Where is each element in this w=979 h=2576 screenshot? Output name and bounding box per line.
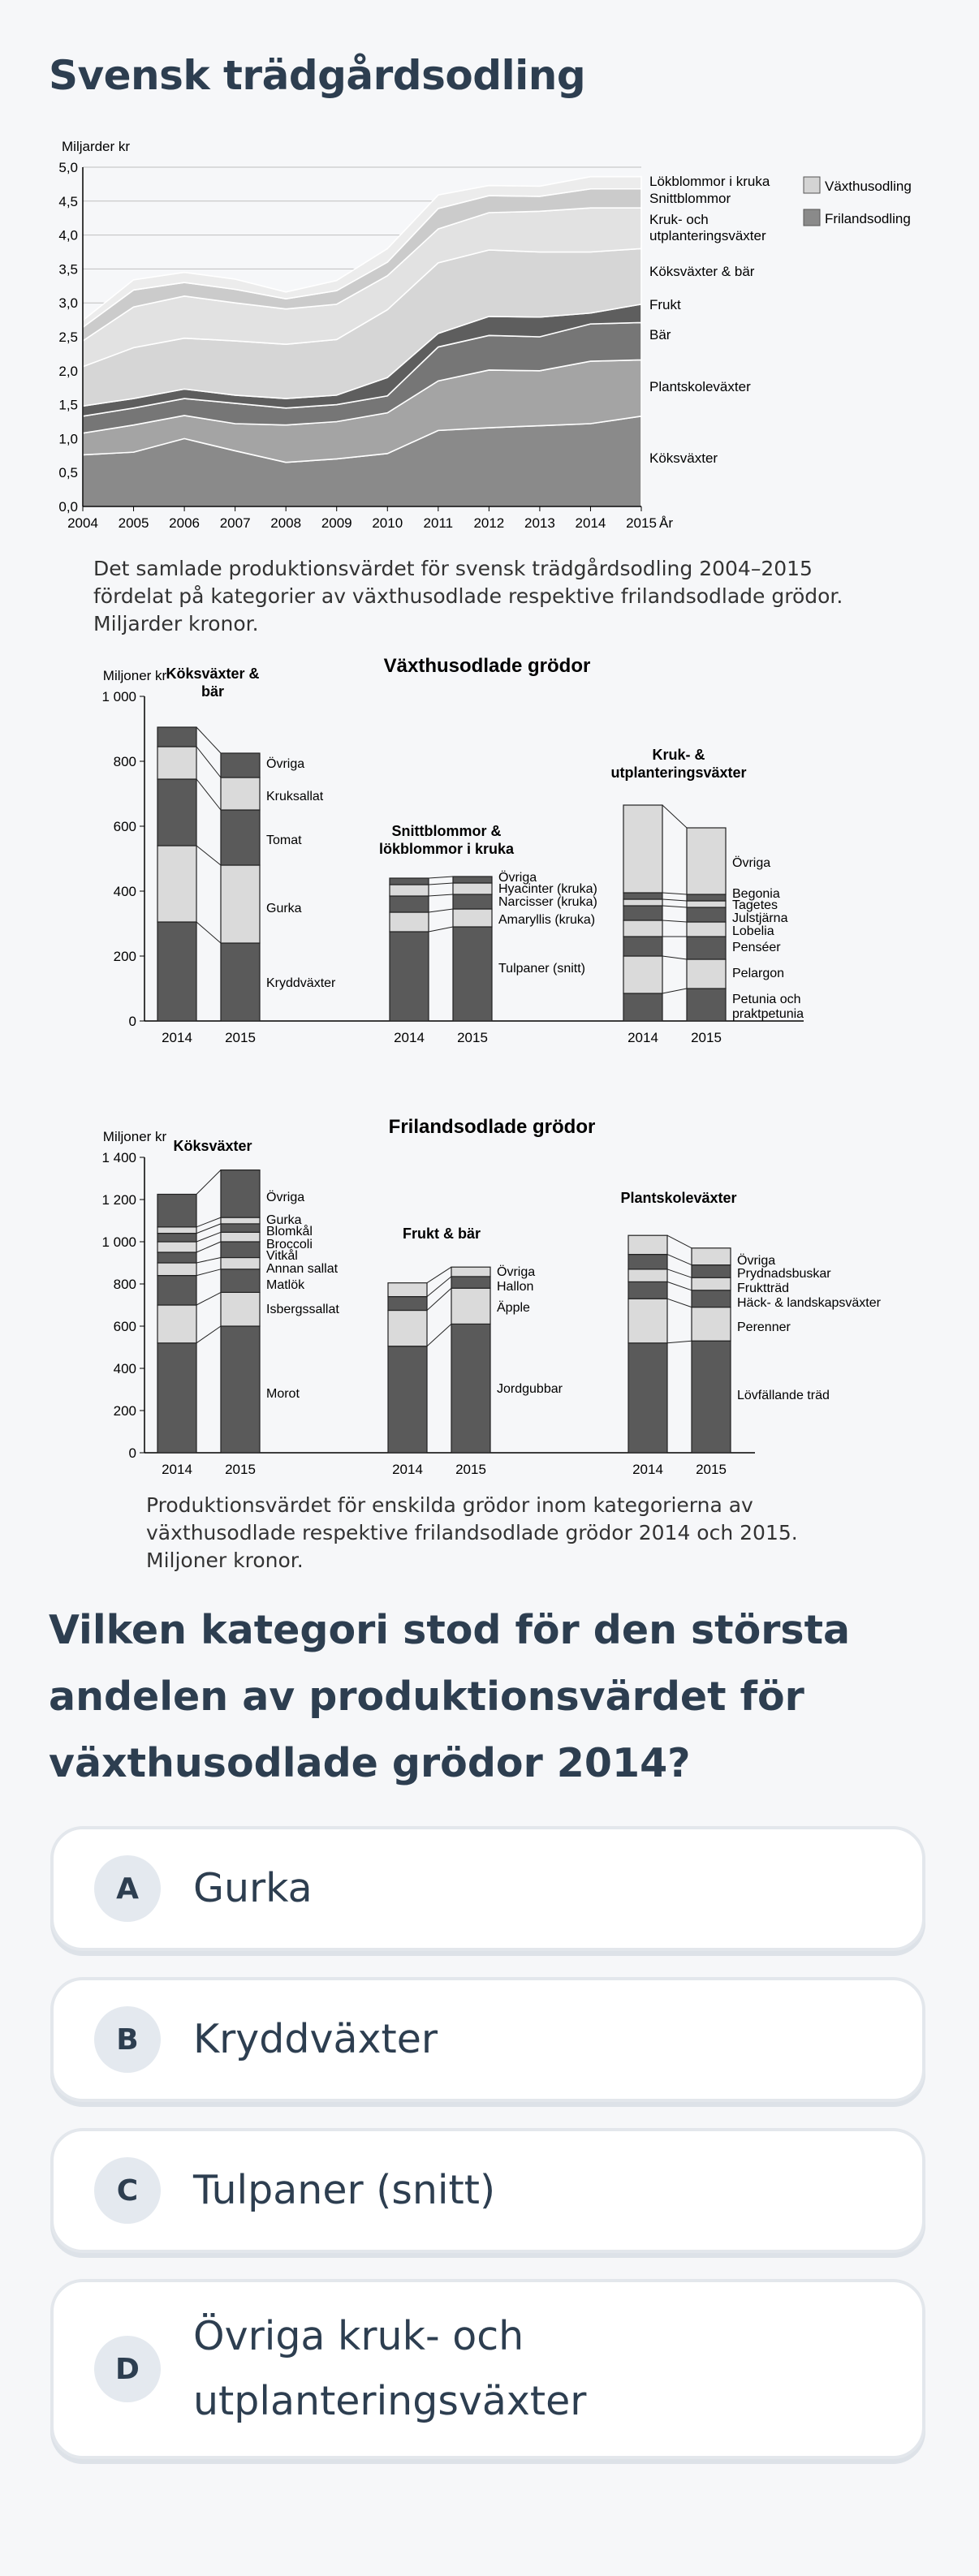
connector-line [196, 727, 221, 753]
x-tick-label: 2014 [628, 1030, 658, 1045]
group-title [173, 1138, 252, 1154]
y-tick-label: 0,5 [58, 465, 78, 481]
series-label-line: Övriga [266, 757, 305, 771]
series-label [266, 1303, 339, 1316]
bar-segment [221, 865, 260, 943]
bar-segment [623, 993, 662, 1021]
connector-line [196, 846, 221, 865]
bar-segment [628, 1269, 667, 1282]
series-label-line: Hyacinter (kruka) [498, 882, 597, 896]
bar-segment [623, 893, 662, 899]
bar-segment [157, 747, 196, 779]
bar-segment [687, 828, 726, 894]
bar-segment [390, 932, 429, 1021]
series-label-line: Annan sallat [266, 1262, 339, 1276]
bar-segment [687, 901, 726, 907]
bar-segment [157, 727, 196, 747]
connector-line [196, 747, 221, 778]
series-label-line: Narcisser (kruka) [498, 895, 597, 909]
x-tick-label: 2004 [67, 515, 98, 531]
bar-segment [687, 894, 726, 901]
y-tick-label: 5,0 [58, 160, 78, 175]
series-label-line: Vitkål [266, 1249, 298, 1263]
series-label-line: Kryddväxter [266, 976, 336, 990]
bar-chart-vaxthus [101, 655, 804, 1045]
x-tick-label: 2014 [632, 1462, 663, 1477]
series-label-line: Fruktträd [737, 1282, 790, 1295]
series-label-line: Äpple [497, 1301, 530, 1315]
series-label [266, 902, 302, 915]
bar-segment [623, 920, 662, 937]
series-label [266, 976, 336, 990]
series-label-line: Lövfällande träd [737, 1389, 830, 1402]
connector-line [429, 909, 453, 912]
connector-line [667, 1255, 692, 1265]
series-label [497, 1264, 535, 1279]
connector-line [196, 1170, 221, 1195]
connector-line [662, 989, 687, 993]
bar-segment [692, 1341, 731, 1453]
series-label: Frukt [649, 297, 681, 312]
bar-segment [687, 937, 726, 959]
connector-line [667, 1235, 692, 1248]
connector-line [662, 906, 687, 907]
y-tick-label: 600 [113, 819, 136, 834]
series-label [732, 941, 781, 954]
y-tick-label: 1 200 [101, 1192, 136, 1208]
series-label-line: Tomat [266, 834, 302, 847]
bar-segment [692, 1290, 731, 1307]
series-label-line: Blomkål [266, 1225, 313, 1238]
y-tick-label: 4,0 [58, 227, 78, 243]
connector-line [196, 1269, 221, 1276]
legend-label: Frilandsodling [825, 211, 911, 226]
series-label [266, 1387, 300, 1401]
series-label-line: Julstjärna [732, 911, 788, 925]
series-label [732, 967, 784, 980]
series-label-line: Övriga [266, 1191, 305, 1204]
option-label: Gurka [193, 1865, 313, 1911]
area-chart-caption: Det samlade produktionsvärdet för svensk trädgårdsodling 2004–2015 fördelat på kategorier av växthusodlade respektive frilandsodlade grödor. Miljarder kronor. [93, 557, 843, 635]
bar-chart-friland [101, 1116, 881, 1477]
bar-segment [692, 1248, 731, 1265]
series-label [732, 924, 774, 938]
series-label [498, 895, 597, 909]
group-title-line: Plantskoleväxter [620, 1190, 737, 1206]
series-label-line: Perenner [737, 1320, 791, 1334]
bar-segment [451, 1277, 490, 1288]
connector-line [427, 1267, 451, 1283]
bar-segment [692, 1307, 731, 1342]
series-label-line: Kruk- och [649, 212, 709, 227]
series-label [737, 1267, 831, 1281]
x-tick-label: 2007 [219, 515, 251, 531]
x-tick-label: 2009 [321, 515, 352, 531]
series-label: Plantskoleväxter [649, 379, 751, 394]
option-label: Kryddväxter [193, 2016, 438, 2062]
series-label-line: Matlök [266, 1278, 305, 1292]
x-tick-label: 2010 [372, 515, 403, 531]
series-label-line: Tagetes [732, 898, 778, 912]
series-label [732, 887, 780, 901]
series-label [497, 1382, 563, 1396]
connector-line [662, 899, 687, 901]
series-label [498, 870, 537, 885]
group-title [620, 1190, 736, 1206]
bar-segment [221, 753, 260, 778]
y-tick-label: 3,5 [58, 261, 78, 278]
series-label [266, 1262, 339, 1276]
connector-line [667, 1282, 692, 1290]
group-title-line: Köksväxter [173, 1138, 252, 1154]
series-label [737, 1253, 775, 1268]
chart-title: Frilandsodlade grödor [388, 1116, 596, 1138]
y-tick-label: 1 000 [101, 689, 136, 704]
bar-segment [221, 1232, 260, 1242]
group-title [379, 823, 515, 857]
bar-segment [157, 1276, 196, 1305]
series-label [266, 756, 304, 771]
group-title [610, 747, 746, 781]
connector-line [667, 1341, 692, 1343]
series-label: Köksväxter [649, 450, 718, 466]
series-label [497, 1280, 533, 1294]
bar-segment [623, 899, 662, 906]
bar-segment [623, 956, 662, 993]
y-axis-label: Miljoner kr [102, 1129, 167, 1144]
page-title: Svensk trädgårdsodling [49, 52, 586, 99]
group-title-line: Köksväxter & [166, 666, 260, 682]
series-label-line: Övriga [498, 871, 537, 885]
series-label [737, 1320, 791, 1334]
bar-segment [390, 912, 429, 932]
connector-line [196, 1326, 221, 1343]
connector-line [429, 894, 453, 896]
group-title-line: Frukt & bär [402, 1226, 481, 1242]
connector-line [429, 883, 453, 885]
x-tick-label: 2015 [696, 1462, 727, 1477]
x-tick-label: 2014 [392, 1462, 423, 1477]
connector-line [196, 922, 221, 943]
series-label [737, 1389, 830, 1402]
bar-segment [221, 1269, 260, 1293]
y-tick-label: 800 [113, 754, 136, 769]
bar-segment [388, 1297, 427, 1311]
connector-line [196, 1258, 221, 1264]
series-label-line: Morot [266, 1387, 300, 1401]
connector-line [196, 1292, 221, 1305]
series-label-line: Hallon [497, 1280, 534, 1294]
bar-segment [157, 1252, 196, 1263]
y-axis-label: Miljoner kr [102, 668, 167, 683]
x-tick-label: 2015 [455, 1462, 486, 1477]
bar-segment [221, 810, 260, 865]
connector-line [196, 1242, 221, 1252]
y-tick-label: 0,0 [58, 499, 78, 515]
bar-segment [157, 922, 196, 1021]
bar-segment [390, 896, 429, 912]
series-label-line: Gurka [266, 902, 302, 915]
y-tick-label: 1,0 [58, 431, 78, 447]
bar-segment [453, 894, 492, 909]
bar-segment [453, 927, 492, 1021]
option-letter: A [94, 1855, 161, 1922]
option-letter: D [94, 2336, 161, 2402]
bar-segment [687, 922, 726, 937]
x-tick-label: 2008 [270, 515, 302, 531]
x-axis-label: År [659, 515, 673, 531]
series-label-line: Pelargon [732, 967, 785, 980]
bar-segment [687, 989, 726, 1021]
bar-segment [221, 1326, 260, 1453]
bar-segment [451, 1324, 490, 1453]
bar-segment [390, 885, 429, 896]
series-label: Snittblommor [649, 191, 731, 206]
question-text: Vilken kategori stod för den största andelen av produktionsvärdet för växthusodlade grödor 2014? [49, 1607, 851, 1786]
series-label-line: Övriga [732, 856, 771, 870]
y-tick-label: 200 [113, 949, 136, 964]
bar-segment [687, 907, 726, 922]
option-letter: B [94, 2006, 161, 2073]
series-label-line: Kruksallat [266, 790, 324, 803]
y-tick-label: 400 [113, 1361, 136, 1376]
connector-line [667, 1299, 692, 1307]
bar-segment [451, 1288, 490, 1324]
bar-segment [628, 1343, 667, 1453]
series-label-line: Broccoli [266, 1238, 313, 1251]
bar-segment [221, 1258, 260, 1269]
connector-line [662, 920, 687, 922]
bar-segment [623, 937, 662, 956]
bar-segment [388, 1346, 427, 1453]
series-label [649, 212, 766, 243]
series-label [737, 1282, 789, 1295]
bar-segment [390, 878, 429, 885]
x-tick-label: 2015 [626, 515, 657, 531]
bar-segment [623, 805, 662, 893]
series-label-line: Petunia och [732, 993, 801, 1006]
bar-segment [453, 883, 492, 894]
bar-segment [157, 1343, 196, 1453]
connector-line [667, 1269, 692, 1277]
series-label-line: utplanteringsväxter [649, 228, 766, 243]
x-tick-label: 2014 [162, 1462, 192, 1477]
option-label: Tulpaner (snitt) [193, 2167, 496, 2213]
y-tick-label: 3,0 [58, 295, 78, 312]
bar-segment [692, 1265, 731, 1278]
y-axis-label: Miljarder kr [62, 139, 131, 154]
bar-segment [221, 943, 260, 1021]
bar-segment [453, 877, 492, 883]
bar-segment [157, 1305, 196, 1343]
x-tick-label: 2014 [575, 515, 606, 531]
option-d[interactable] [50, 2279, 925, 2459]
series-label [732, 855, 770, 870]
series-label-line: Häck- & landskapsväxter [737, 1296, 881, 1310]
series-label-line: Prydnadsbuskar [737, 1267, 831, 1281]
group-title-line: utplanteringsväxter [610, 765, 747, 781]
bar-segment [157, 1227, 196, 1234]
bar-segment [221, 1292, 260, 1326]
bar-segment [157, 779, 196, 846]
y-tick-label: 0 [128, 1445, 136, 1461]
connector-line [427, 1324, 451, 1346]
x-tick-label: 2015 [691, 1030, 722, 1045]
group-title-line: Snittblommor & [391, 823, 502, 839]
y-tick-label: 600 [113, 1319, 136, 1334]
bar-segment [157, 1234, 196, 1242]
bar-segment [388, 1311, 427, 1346]
bar-segment [628, 1255, 667, 1269]
bar-segment [157, 1195, 196, 1227]
series-label [266, 790, 324, 803]
bar-segment [628, 1282, 667, 1299]
bar-segment [157, 846, 196, 922]
chart-title: Växthusodlade grödor [383, 655, 591, 677]
series-label [266, 1238, 313, 1251]
connector-line [196, 779, 221, 810]
group-title [166, 666, 259, 700]
option-letter: C [94, 2157, 161, 2224]
x-tick-label: 2011 [423, 515, 454, 531]
bar-segment [388, 1283, 427, 1297]
x-tick-label: 2015 [225, 1030, 256, 1045]
bar-segment [628, 1299, 667, 1343]
connector-line [427, 1288, 451, 1310]
y-tick-label: 200 [113, 1403, 136, 1419]
bar-segment [451, 1267, 490, 1277]
series-label-line: Jordgubbar [497, 1382, 563, 1396]
y-tick-label: 4,5 [58, 193, 78, 209]
y-tick-label: 1 000 [101, 1234, 136, 1250]
option-c[interactable] [50, 2128, 925, 2253]
series-label [266, 1213, 302, 1227]
series-label: Bär [649, 327, 671, 342]
connector-line [429, 877, 453, 878]
bar-segment [157, 1242, 196, 1252]
bar-segment [687, 959, 726, 989]
y-tick-label: 1 400 [101, 1150, 136, 1165]
series-label-line: Tulpaner (snitt) [498, 962, 585, 976]
group-title-line: bär [201, 683, 225, 700]
series-label: Lökblommor i kruka [649, 174, 770, 189]
connector-line [196, 1232, 221, 1242]
connector-line [429, 927, 453, 932]
series-label [732, 911, 788, 925]
series-label [498, 913, 595, 927]
series-label-line: Övriga [737, 1254, 776, 1268]
bar-segment [221, 1217, 260, 1224]
bar-chart-caption: Produktionsvärdet för enskilda grödor inom kategorierna av växthusodlade respektive frilandsodlade grödor 2014 och 2015. Miljoner kronor. [146, 1493, 798, 1572]
series-label [497, 1300, 530, 1315]
bar-segment [221, 1224, 260, 1232]
legend-label: Växthusodling [825, 179, 912, 194]
series-label: Köksväxter & bär [649, 264, 755, 279]
x-tick-label: 2005 [118, 515, 149, 531]
series-label-line: Lobelia [732, 924, 774, 938]
option-b[interactable] [50, 1977, 925, 2102]
series-label-line: praktpetunia [732, 1007, 804, 1021]
series-label [266, 1190, 304, 1204]
bar-segment [692, 1277, 731, 1290]
x-tick-label: 2014 [394, 1030, 425, 1045]
area-chart [58, 139, 911, 531]
bar-segment [623, 906, 662, 920]
y-tick-label: 0 [128, 1014, 136, 1029]
series-label [498, 962, 585, 976]
series-label-line: Isbergssallat [266, 1303, 339, 1316]
bar-segment [628, 1235, 667, 1254]
series-label-line: Begonia [732, 887, 780, 901]
x-tick-label: 2014 [162, 1030, 192, 1045]
y-tick-label: 2,5 [58, 330, 78, 345]
x-tick-label: 2015 [457, 1030, 488, 1045]
y-tick-label: 400 [113, 884, 136, 899]
bar-segment [157, 1263, 196, 1276]
connector-line [662, 956, 687, 959]
series-label [732, 993, 804, 1021]
bar-segment [221, 1170, 260, 1218]
bar-segment [221, 778, 260, 810]
connector-line [427, 1277, 451, 1297]
series-label [266, 1278, 305, 1292]
group-title [403, 1226, 481, 1242]
series-label [737, 1296, 882, 1310]
series-label-line: Övriga [497, 1265, 536, 1279]
x-tick-label: 2012 [473, 515, 505, 531]
group-title-line: Kruk- & [652, 747, 705, 763]
series-label [266, 834, 302, 847]
series-label-line: Gurka [266, 1213, 302, 1227]
y-tick-label: 2,0 [58, 363, 78, 379]
x-tick-label: 2013 [524, 515, 555, 531]
option-label: Övriga kruk- och utplanteringsväxter [193, 2313, 587, 2424]
connector-line [662, 893, 687, 894]
option-a[interactable] [50, 1826, 925, 1951]
series-label-line: Amaryllis (kruka) [498, 913, 596, 927]
y-tick-label: 1,5 [58, 397, 78, 413]
series-label-line: Penséer [732, 941, 781, 954]
bar-segment [453, 909, 492, 927]
bar-segment [221, 1242, 260, 1258]
legend-swatch [804, 209, 820, 226]
legend-swatch [804, 177, 820, 193]
group-title-line: lökblommor i kruka [378, 841, 515, 857]
x-tick-label: 2006 [169, 515, 201, 531]
connector-line [662, 805, 687, 828]
y-tick-label: 800 [113, 1277, 136, 1292]
x-tick-label: 2015 [225, 1462, 256, 1477]
